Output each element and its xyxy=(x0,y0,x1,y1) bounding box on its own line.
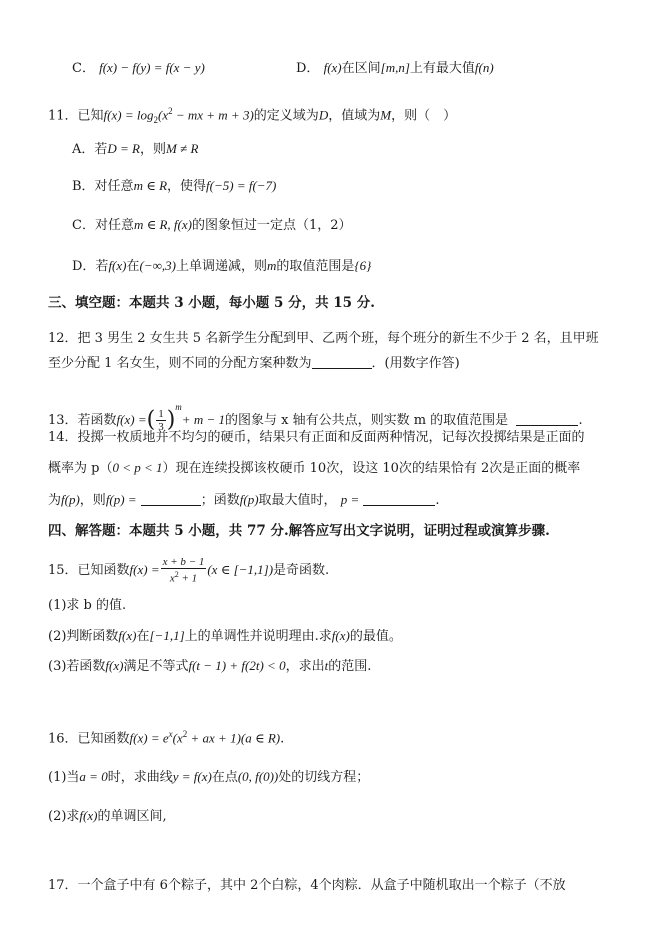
text: 取最大值时， xyxy=(258,493,337,508)
q10-option-c xyxy=(72,58,205,79)
exponent: m xyxy=(175,402,182,412)
paren: ( xyxy=(146,407,156,433)
option-math: f(x) − f(y) = f(x − y) xyxy=(99,60,205,75)
option-label: B．对任意 xyxy=(72,179,134,194)
text: 的范围. xyxy=(328,659,372,674)
text: ，使得 xyxy=(167,179,207,194)
text: ，则（ ） xyxy=(391,108,457,124)
q11-option-d xyxy=(72,256,371,277)
text: 的最值。 xyxy=(349,629,402,644)
text: 在点 xyxy=(211,770,238,785)
math: [−1,1] xyxy=(149,628,185,643)
text: ，则 xyxy=(79,493,106,508)
paren: ) xyxy=(166,407,176,433)
math-fx: f(x) = log xyxy=(103,107,154,123)
math: f(x) xyxy=(108,258,127,273)
math: {6} xyxy=(354,258,372,273)
math: f(p) = xyxy=(105,492,137,507)
math-fn: f(n) xyxy=(474,60,494,75)
q11-option-b xyxy=(72,176,276,197)
q15-part3 xyxy=(48,656,371,677)
text: 的图象与 x 轴有公共点，则实数 m 的取值范围是 xyxy=(224,413,509,428)
q14-line2 xyxy=(48,458,580,479)
q15-part1: (1)求 b 的值. xyxy=(48,598,127,613)
exponent: 2 xyxy=(174,570,179,580)
q10-option-d xyxy=(296,58,494,79)
option-label: A．若 xyxy=(72,142,108,157)
answer-blank[interactable] xyxy=(516,411,578,426)
text: (2)求 xyxy=(48,809,80,824)
log-base: 2 xyxy=(153,114,158,125)
question-number: 11．已知 xyxy=(48,108,104,124)
text: 上有最大值 xyxy=(409,61,475,76)
math-fx: f(x) xyxy=(323,60,342,75)
answer-blank[interactable] xyxy=(141,491,201,506)
q14-line3 xyxy=(48,490,440,511)
fraction-numerator: x + b − 1 xyxy=(162,556,205,569)
math: f(p) xyxy=(239,492,259,507)
math: M ≠ R xyxy=(166,141,199,156)
text: 是奇函数. xyxy=(273,563,330,578)
answer-blank[interactable] xyxy=(363,491,435,506)
section-heading-fill-in: 三、填空题：本题共 3 小题，每小题 5 分，共 15 分. xyxy=(48,295,375,311)
math-arg: − mx + m + 3) xyxy=(172,107,254,123)
text: (3)若函数 xyxy=(48,659,106,674)
option-label: D． xyxy=(296,61,320,76)
text: 处的切线方程； xyxy=(278,770,370,785)
text: ，则 xyxy=(140,142,167,157)
math: f(t − 1) + f(2t) < 0 xyxy=(188,658,286,673)
exponent: 2 xyxy=(182,729,188,739)
math: (0, f(0)) xyxy=(237,769,279,784)
option-label: C． xyxy=(72,61,95,76)
text: . xyxy=(280,731,285,747)
q14-line1: 14．投掷一枚质地并不均匀的硬币，结果只有正面和反面两种情况，记每次投掷结果是正面的 xyxy=(48,430,585,445)
math-fx: f(x) = xyxy=(129,562,160,577)
q12-line2 xyxy=(48,354,460,374)
math-domain: (x ∈ [−1,1]) xyxy=(207,562,274,577)
text: ）现在连续投掷该枚硬币 10次，设这 10次的结果恰有 2次是正面的概率 xyxy=(162,461,581,476)
text: . xyxy=(435,493,440,508)
fraction-denominator: + 1 xyxy=(178,572,198,585)
text: 的取值范围是 xyxy=(276,259,355,274)
math: D = R xyxy=(107,141,140,156)
math: f(p) xyxy=(61,492,80,507)
q16-part2 xyxy=(48,806,167,827)
math-fx: f(x) = e xyxy=(129,730,169,746)
text: 16．已知函数 xyxy=(48,731,130,747)
text: 在 xyxy=(136,629,150,644)
math: f(−5) = f(−7) xyxy=(206,178,277,193)
exponent: x xyxy=(168,729,173,739)
text: ，求出 xyxy=(285,659,325,674)
text: 满足不等式 xyxy=(123,659,189,674)
math-fx: f(x) = xyxy=(116,412,147,427)
math-interval: [m,n] xyxy=(380,60,410,75)
answer-blank[interactable] xyxy=(312,354,372,369)
math: (a ∈ R) xyxy=(240,730,281,746)
option-label: C．对任意 xyxy=(72,218,134,233)
text: 在 xyxy=(126,259,140,274)
q16-stem xyxy=(48,724,284,749)
text: (2)判断函数 xyxy=(48,629,119,644)
text: ，值域为 xyxy=(328,108,381,124)
text: 上的单调性并说明理由.求 xyxy=(184,629,332,644)
fraction-denominator: x xyxy=(169,572,175,585)
text: 13．若函数 xyxy=(48,413,117,428)
math: f(x) xyxy=(79,808,98,823)
math: p = xyxy=(340,492,360,507)
text: ．(用数字作答) xyxy=(371,356,460,371)
math: (x xyxy=(172,730,183,746)
text: 为 xyxy=(48,493,62,508)
math: f(x) xyxy=(118,628,137,643)
q15-part2 xyxy=(48,626,402,647)
math: f(x) xyxy=(105,658,124,673)
q12-line1: 12．把 3 男生 2 女生共 5 名新学生分配到甲、乙两个班，每个班分的新生不少于 2 名，且甲班 xyxy=(48,331,599,346)
q11-option-a xyxy=(72,139,198,160)
text: 时，求曲线 xyxy=(107,770,173,785)
math: m ∈ R xyxy=(133,178,168,193)
math: + m − 1 xyxy=(181,412,225,427)
q11-stem xyxy=(48,101,456,130)
fraction-denominator: 3 xyxy=(158,421,164,433)
text: . xyxy=(578,413,583,428)
fraction xyxy=(161,556,207,585)
q11-option-c xyxy=(72,215,352,236)
math: + ax + 1) xyxy=(187,730,241,746)
math: t xyxy=(324,658,329,673)
math: f(x) xyxy=(331,628,350,643)
math: m xyxy=(266,258,277,273)
text: 的图象恒过一定点（1，2） xyxy=(191,218,352,233)
text: 的单调区间, xyxy=(97,809,167,824)
text: 的定义域为 xyxy=(253,108,319,124)
math: 0 < p < 1 xyxy=(112,460,163,475)
math-arg: (x xyxy=(157,107,169,123)
math: a = 0 xyxy=(79,769,108,784)
text: 在区间 xyxy=(341,61,381,76)
exponent: 2 xyxy=(168,106,173,116)
q16-part1 xyxy=(48,767,369,788)
text: 15．已知函数 xyxy=(48,563,130,578)
math: m ∈ R, f(x) xyxy=(133,217,192,232)
text: (1)当 xyxy=(48,770,80,785)
fraction-numerator: 1 xyxy=(158,408,164,420)
text: 上单调递减，则 xyxy=(175,259,267,274)
section-heading-solutions: 四、解答题：本题共 5 小题，共 77 分.解答应写出文字说明，证明过程或演算步骤. xyxy=(48,523,550,539)
math: (−∞,3) xyxy=(139,258,176,273)
option-label: D．若 xyxy=(72,259,109,274)
text: 概率为 p（ xyxy=(48,461,113,476)
q15-stem xyxy=(48,556,329,585)
math: y = f(x) xyxy=(172,769,212,784)
math-d: D xyxy=(318,107,329,123)
text: ；函数 xyxy=(200,493,240,508)
q17-line1: 17．一个盒子中有 6个粽子，其中 2个白粽，4个肉粽．从盒子中随机取出一个粽子（不放 xyxy=(48,878,566,893)
text: 至少分配 1 名女生，则不同的分配方案种数为 xyxy=(48,356,312,371)
math-m: M xyxy=(380,107,392,123)
